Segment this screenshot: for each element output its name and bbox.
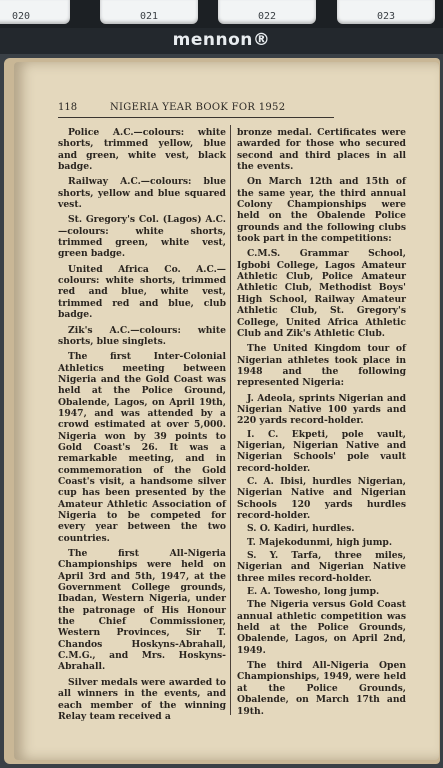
page-number: 118 <box>58 102 78 113</box>
frame-number: 021 <box>139 11 159 22</box>
frame-tab <box>337 0 435 24</box>
frame-tab <box>218 0 316 24</box>
column-divider <box>230 125 231 715</box>
paragraph: Zik's A.C.—colours: white shorts, blue singlets. <box>58 324 226 347</box>
list-item: E. A. Towesho, long jump. <box>247 586 380 598</box>
paragraph: The first All-Nigeria Championships were held on April 3rd and 5th, 1947, at the Government College grounds, Ibadan, Western Nigeria, under the patronage of His Honour the Chief Commissioner, Western Provinces, Sir T. Chandos Hoskyns-Abrahall, C.M.G., and Mrs. Hoskyns-Abrahall. <box>58 548 226 673</box>
frame-tab <box>100 0 198 24</box>
frame-number: 022 <box>257 11 277 22</box>
paragraph: St. Gregory's Col. (Lagos) A.C.—colours: white shorts, trimmed green, white vest, green badge. <box>58 214 226 260</box>
frame-number: 020 <box>11 11 31 22</box>
paragraph: C.M.S. Grammar School, Igbobi College, Lagos Amateur Athletic Club, Police Amateur Athletic Club, Methodist Boys' High School, Railway Amateur Athletic Club, St. Gregory's College, United Africa Athletic Club and Zik's Athletic Club. <box>237 248 406 339</box>
list-item: C. A. Ibisi, hurdles Nigerian, Nigerian Native and Nigerian Schools 120 yards hurdles record-holder. <box>237 475 406 521</box>
list-item: S. O. Kadiri, hurdles. <box>247 523 355 535</box>
paragraph: The Nigeria versus Gold Coast annual athletic competition was held at the Police Grounds, Obalende, Lagos, on April 2nd, 1949. <box>237 599 406 656</box>
list-item: S. Y. Tarfa, three miles, Nigerian and Nigerian Native three miles record-holder. <box>237 550 406 584</box>
paragraph: Police A.C.—colours: white shorts, trimmed yellow, blue and green, white vest, black badge. <box>58 127 226 173</box>
paragraph: Railway A.C.—colours: blue shorts, yellow and blue squared vest. <box>58 176 226 211</box>
right-column <box>237 127 406 721</box>
scanner-brand-logo: mennon® <box>172 30 271 50</box>
paragraph: United Africa Co. A.C.—colours: white shorts, trimmed red and blue, white vest, trimmed red and blue, club badge. <box>58 263 226 321</box>
frame-tab <box>0 0 70 24</box>
left-column <box>58 127 226 726</box>
list-item: T. Majekodunmi, high jump. <box>247 536 393 548</box>
paragraph: Silver medals were awarded to all winners in the events, and each member of the winning Relay team received a <box>58 676 226 722</box>
paragraph: The third All-Nigeria Open Championships, 1949, were held at the Police Grounds, Obalende, on March 17th and 19th. <box>237 660 406 717</box>
running-title: NIGERIA YEAR BOOK FOR 1952 <box>110 102 286 113</box>
paragraph: The first Inter-Colonial Athletics meeting between Nigeria and the Gold Coast was held at the Police Ground, Obalende, Lagos, on April 19th, 1947, and was attended by a crowd estimated at over 5,000. Nigeria won by 39 points to Gold Coast's 26. It was a remarkable meeting, and in commemoration of the Gold Coast's visit, a handsome silver cup has been presented by the Amateur Athletic Association of Nigeria to be competed for every year between the two countries. <box>58 351 226 544</box>
list-item: J. Adeola, sprints Nigerian and Nigerian Native 100 yards and 220 yards record-holder. <box>237 392 406 427</box>
frame-number: 023 <box>376 11 396 22</box>
paragraph: On March 12th and 15th of the same year, the third annual Colony Championships were held on the Obalende Police grounds and the following clubs took part in the competitions: <box>237 176 406 245</box>
header-rule <box>58 117 334 118</box>
paragraph: The United Kingdom tour of Nigerian athletes took place in 1948 and the following represented Nigeria: <box>237 343 406 389</box>
paragraph: bronze medal. Certificates were awarded for those who secured second and third places in all the events. <box>237 127 406 173</box>
list-item: I. C. Ekpeti, pole vault, Nigerian, Nigerian Native and Nigerian Schools' pole vault record-holder. <box>237 428 406 474</box>
